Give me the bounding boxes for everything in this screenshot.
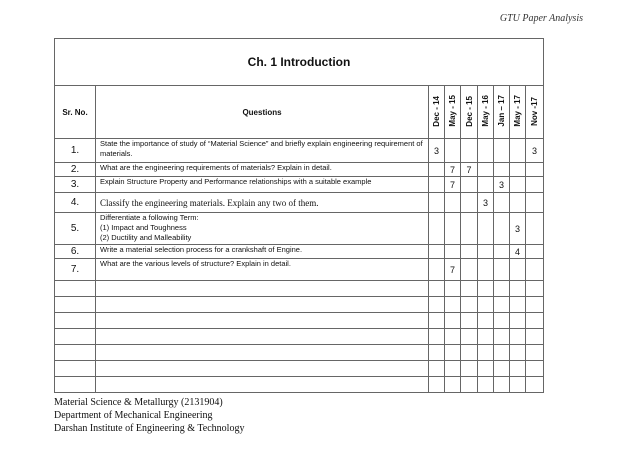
marks-cell <box>429 163 445 177</box>
marks-cell: 7 <box>445 259 461 281</box>
marks-cell <box>494 259 510 281</box>
footer-course: Material Science & Metallurgy (2131904) <box>54 397 223 408</box>
serial-number: 5. <box>55 213 96 245</box>
question-text: What are the various levels of structure? Explain in detail. <box>96 259 429 281</box>
empty-row <box>55 329 544 345</box>
marks-cell <box>429 177 445 193</box>
empty-cell <box>461 361 478 377</box>
empty-cell <box>96 377 429 393</box>
empty-cell <box>429 345 445 361</box>
empty-cell <box>461 313 478 329</box>
marks-cell <box>510 177 526 193</box>
empty-cell <box>55 281 96 297</box>
marks-cell <box>510 163 526 177</box>
question-row <box>55 245 544 259</box>
empty-cell <box>494 361 510 377</box>
empty-cell <box>96 297 429 313</box>
marks-cell: 3 <box>478 193 494 213</box>
empty-cell <box>478 377 494 393</box>
empty-cell <box>429 377 445 393</box>
marks-cell <box>478 259 494 281</box>
question-rows <box>55 139 544 393</box>
exam-header-jan17: Jan – 17 <box>494 86 510 139</box>
empty-cell <box>445 313 461 329</box>
empty-cell <box>494 313 510 329</box>
marks-cell: 3 <box>429 139 445 163</box>
marks-cell <box>445 139 461 163</box>
marks-cell <box>429 213 445 245</box>
marks-cell <box>445 245 461 259</box>
exam-header-may16: May - 16 <box>478 86 494 139</box>
header-row <box>55 86 544 139</box>
question-table <box>54 38 544 393</box>
empty-row <box>55 361 544 377</box>
document-header: GTU Paper Analysis <box>499 13 583 24</box>
marks-cell <box>429 193 445 213</box>
marks-cell <box>445 193 461 213</box>
empty-cell <box>510 281 526 297</box>
empty-cell <box>429 329 445 345</box>
marks-cell <box>494 193 510 213</box>
footer <box>54 396 244 435</box>
empty-row <box>55 345 544 361</box>
empty-cell <box>55 313 96 329</box>
empty-cell <box>478 329 494 345</box>
marks-cell <box>429 259 445 281</box>
empty-cell <box>96 345 429 361</box>
question-text: Write a material selection process for a crankshaft of Engine. <box>96 245 429 259</box>
empty-cell <box>429 297 445 313</box>
empty-cell <box>478 281 494 297</box>
empty-cell <box>526 361 544 377</box>
marks-cell: 7 <box>445 177 461 193</box>
empty-row <box>55 313 544 329</box>
marks-cell <box>526 213 544 245</box>
marks-cell <box>510 139 526 163</box>
marks-cell: 4 <box>510 245 526 259</box>
questions-header: Questions <box>96 86 429 139</box>
question-row <box>55 177 544 193</box>
marks-cell <box>526 193 544 213</box>
empty-cell <box>526 281 544 297</box>
exam-header-nov17: Nov -17 <box>526 86 544 139</box>
empty-cell <box>445 297 461 313</box>
question-text: Explain Structure Property and Performance relationships with a suitable example <box>96 177 429 193</box>
question-text <box>96 213 429 245</box>
marks-cell <box>478 213 494 245</box>
empty-cell <box>526 297 544 313</box>
empty-cell <box>478 345 494 361</box>
marks-cell <box>461 139 478 163</box>
marks-cell <box>461 213 478 245</box>
marks-cell: 3 <box>510 213 526 245</box>
footer-department: Department of Mechanical Engineering <box>54 410 213 421</box>
serial-number: 2. <box>55 163 96 177</box>
serial-number: 4. <box>55 193 96 213</box>
marks-cell <box>494 245 510 259</box>
exam-header-dec14: Dec - 14 <box>429 86 445 139</box>
marks-cell: 7 <box>445 163 461 177</box>
empty-cell <box>445 329 461 345</box>
marks-cell <box>445 213 461 245</box>
marks-cell <box>478 177 494 193</box>
empty-cell <box>510 345 526 361</box>
marks-cell <box>461 177 478 193</box>
question-text: Classify the engineering materials. Explain any two of them. <box>96 193 429 213</box>
marks-cell <box>494 139 510 163</box>
empty-cell <box>510 329 526 345</box>
empty-cell <box>96 313 429 329</box>
marks-cell <box>526 259 544 281</box>
exam-header-dec15: Dec - 15 <box>461 86 478 139</box>
marks-cell <box>461 259 478 281</box>
empty-cell <box>445 361 461 377</box>
empty-cell <box>429 281 445 297</box>
footer-institute: Darshan Institute of Engineering & Technology <box>54 423 245 434</box>
empty-cell <box>445 281 461 297</box>
question-line: Differentiate a following Term: <box>100 213 199 222</box>
empty-cell <box>526 313 544 329</box>
marks-cell <box>461 193 478 213</box>
empty-cell <box>429 313 445 329</box>
empty-row <box>55 297 544 313</box>
question-row <box>55 163 544 177</box>
marks-cell <box>494 213 510 245</box>
empty-cell <box>494 297 510 313</box>
marks-cell <box>510 193 526 213</box>
empty-cell <box>55 297 96 313</box>
empty-cell <box>55 329 96 345</box>
empty-cell <box>461 377 478 393</box>
empty-cell <box>494 345 510 361</box>
question-line: (1) Impact and Toughness <box>100 223 187 232</box>
empty-cell <box>526 345 544 361</box>
chapter-title: Ch. 1 Introduction <box>55 39 544 86</box>
question-line: (2) Ductility and Malleability <box>100 233 192 242</box>
empty-cell <box>478 361 494 377</box>
empty-cell <box>494 281 510 297</box>
empty-cell <box>429 361 445 377</box>
question-row <box>55 213 544 245</box>
empty-cell <box>96 281 429 297</box>
empty-cell <box>510 361 526 377</box>
marks-cell <box>429 245 445 259</box>
marks-cell <box>526 245 544 259</box>
serial-number: 1. <box>55 139 96 163</box>
empty-cell <box>461 281 478 297</box>
empty-cell <box>510 377 526 393</box>
marks-cell <box>461 245 478 259</box>
marks-cell: 3 <box>526 139 544 163</box>
marks-cell <box>510 259 526 281</box>
empty-cell <box>494 329 510 345</box>
empty-cell <box>461 345 478 361</box>
empty-cell <box>55 345 96 361</box>
srno-header: Sr. No. <box>55 86 96 139</box>
empty-cell <box>445 345 461 361</box>
marks-cell <box>478 245 494 259</box>
serial-number: 3. <box>55 177 96 193</box>
empty-cell <box>478 297 494 313</box>
marks-cell <box>494 163 510 177</box>
empty-cell <box>510 313 526 329</box>
empty-cell <box>96 361 429 377</box>
empty-cell <box>461 329 478 345</box>
empty-cell <box>494 377 510 393</box>
empty-cell <box>55 377 96 393</box>
empty-cell <box>510 297 526 313</box>
question-row <box>55 259 544 281</box>
question-row <box>55 139 544 163</box>
marks-cell <box>478 163 494 177</box>
empty-cell <box>526 329 544 345</box>
empty-cell <box>55 361 96 377</box>
empty-cell <box>445 377 461 393</box>
empty-row <box>55 281 544 297</box>
empty-row <box>55 377 544 393</box>
serial-number: 7. <box>55 259 96 281</box>
question-text: State the importance of study of “Material Science” and briefly explain engineering requirement of materials. <box>96 139 429 163</box>
exam-header-may17: May - 17 <box>510 86 526 139</box>
empty-cell <box>478 313 494 329</box>
empty-cell <box>526 377 544 393</box>
serial-number: 6. <box>55 245 96 259</box>
marks-cell <box>478 139 494 163</box>
marks-cell: 3 <box>494 177 510 193</box>
marks-cell <box>526 177 544 193</box>
question-row <box>55 193 544 213</box>
question-text: What are the engineering requirements of materials? Explain in detail. <box>96 163 429 177</box>
marks-cell: 7 <box>461 163 478 177</box>
empty-cell <box>96 329 429 345</box>
marks-cell <box>526 163 544 177</box>
empty-cell <box>461 297 478 313</box>
exam-header-may15: May - 15 <box>445 86 461 139</box>
